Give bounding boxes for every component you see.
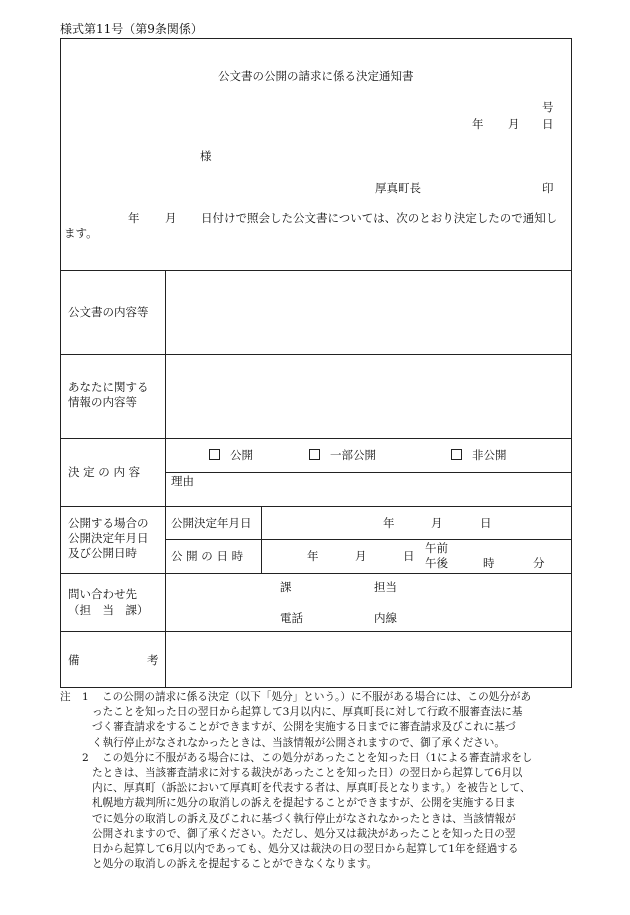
phone-label: 電話	[280, 611, 303, 625]
note-item	[60, 690, 580, 751]
divider	[61, 573, 571, 574]
option-label: 公開	[230, 448, 253, 462]
note-line: く執行停止がなされなかったときは、当該情報が公開されますので、御了承ください。	[92, 736, 505, 749]
decision-date-label: 公開決定年月日	[171, 516, 252, 530]
note-line: この公開の請求に係る決定（以下「処分」という。）に不服がある場合には、この処分があ	[102, 691, 532, 703]
notes-section	[60, 690, 580, 872]
issuer-name: 厚真町長	[375, 181, 421, 195]
note-line: 公開されますので、御了承ください。ただし、処分又は裁決があったことを知った日の翌	[92, 827, 516, 840]
open-datetime-label: 公 開 の 日 時	[171, 549, 244, 563]
hour-label: 時	[483, 556, 495, 570]
decision-label: 決 定 の 内 容	[68, 465, 141, 479]
divider	[261, 506, 262, 539]
note-mark: 注	[60, 691, 71, 703]
contact-label-line1: 問い合わせ先	[68, 587, 137, 601]
divider	[61, 354, 571, 355]
intro-text-line1: 日付けで照会した公文書については、次のとおり決定したので通知し	[201, 211, 558, 225]
form-number-label: 様式第11号（第9条関係）	[60, 22, 203, 36]
date-year-label: 年	[472, 117, 484, 131]
intro-text-line2: ます。	[64, 226, 98, 240]
note-line: 札幌地方裁判所に処分の取消しの訴えを提起することができますが、公開を実施する日ま	[92, 797, 516, 810]
note-number: 1	[82, 691, 89, 703]
your-info-label-line2: 情報の内容等	[68, 395, 137, 409]
document-number-label: 号	[542, 100, 554, 114]
note-line: と処分の取消しの訴えを提起することができなくなります。	[92, 858, 378, 871]
divider	[61, 631, 571, 632]
decision-option-partial[interactable]	[309, 448, 376, 463]
person-in-charge-label: 担当	[374, 580, 397, 594]
open-year: 年	[307, 549, 319, 563]
intro-month: 月	[165, 211, 177, 225]
notice-form-frame	[60, 38, 572, 688]
decision-option-public[interactable]	[209, 448, 253, 463]
divider	[61, 506, 571, 507]
open-day: 日	[403, 549, 415, 563]
note-number: 2	[82, 751, 89, 764]
reason-label: 理由	[171, 474, 194, 488]
date-day-label: 日	[542, 117, 554, 131]
checkbox[interactable]	[451, 449, 462, 460]
intro-year: 年	[128, 211, 140, 225]
note-line: でに処分の取消しの訴え及びこれに基づく執行停止がなされなかったときは、当該情報が	[92, 812, 516, 825]
note-line: この処分に不服がある場合には、この処分があったことを知った日（1による審査請求をし	[102, 751, 533, 764]
note-line: たときは、当該審査請求に対する裁決があったことを知った日）の翌日から起算して6月以	[92, 767, 523, 780]
contact-label-line2: （担 当 課）	[68, 603, 149, 617]
divider	[165, 472, 571, 473]
document-content-label: 公文書の内容等	[68, 305, 149, 319]
divider	[61, 270, 571, 271]
divider	[261, 539, 262, 573]
decision-date-day: 日	[480, 516, 492, 530]
schedule-label-line1: 公開する場合の	[68, 516, 149, 530]
note-line: 内に、厚真町（訴訟において厚真町を代表する者は、厚真町長となります。）を被告として、	[92, 782, 531, 795]
remarks-label-left: 備	[68, 653, 80, 667]
checkbox[interactable]	[209, 449, 220, 460]
your-info-label-line1: あなたに関する	[68, 380, 149, 394]
decision-option-private[interactable]	[451, 448, 507, 463]
pm-label: 午後	[425, 556, 448, 570]
seal-mark: 印	[542, 181, 554, 195]
date-month-label: 月	[508, 117, 520, 131]
am-label: 午前	[425, 541, 448, 555]
option-label: 一部公開	[330, 448, 376, 462]
checkbox[interactable]	[309, 449, 320, 460]
decision-date-month: 月	[431, 516, 443, 530]
section-label: 課	[280, 580, 292, 594]
remarks-label-right: 考	[147, 653, 159, 667]
option-label: 非公開	[472, 448, 507, 462]
note-line: ったことを知った日の翌日から起算して3月以内に、厚真町長に対して行政不服審査法に基	[92, 706, 523, 719]
schedule-label-line3: 及び公開日時	[68, 546, 137, 560]
divider	[165, 539, 571, 540]
divider	[165, 270, 166, 687]
extension-label: 内線	[374, 611, 397, 625]
note-line: づく審査請求をすることができますが、公開を実施する日までに審査請求及びこれに基づ	[92, 721, 516, 734]
note-item	[60, 751, 580, 873]
minute-label: 分	[533, 556, 545, 570]
document-title: 公文書の公開の請求に係る決定通知書	[218, 69, 414, 83]
schedule-label-line2: 公開決定年月日	[68, 531, 149, 545]
decision-date-year: 年	[383, 516, 395, 530]
divider	[61, 438, 571, 439]
note-line: 日から起算して6月以内であっても、処分又は裁決の日の翌日から起算して1年を経過する	[92, 843, 519, 856]
open-month: 月	[355, 549, 367, 563]
addressee-suffix: 様	[200, 149, 212, 163]
